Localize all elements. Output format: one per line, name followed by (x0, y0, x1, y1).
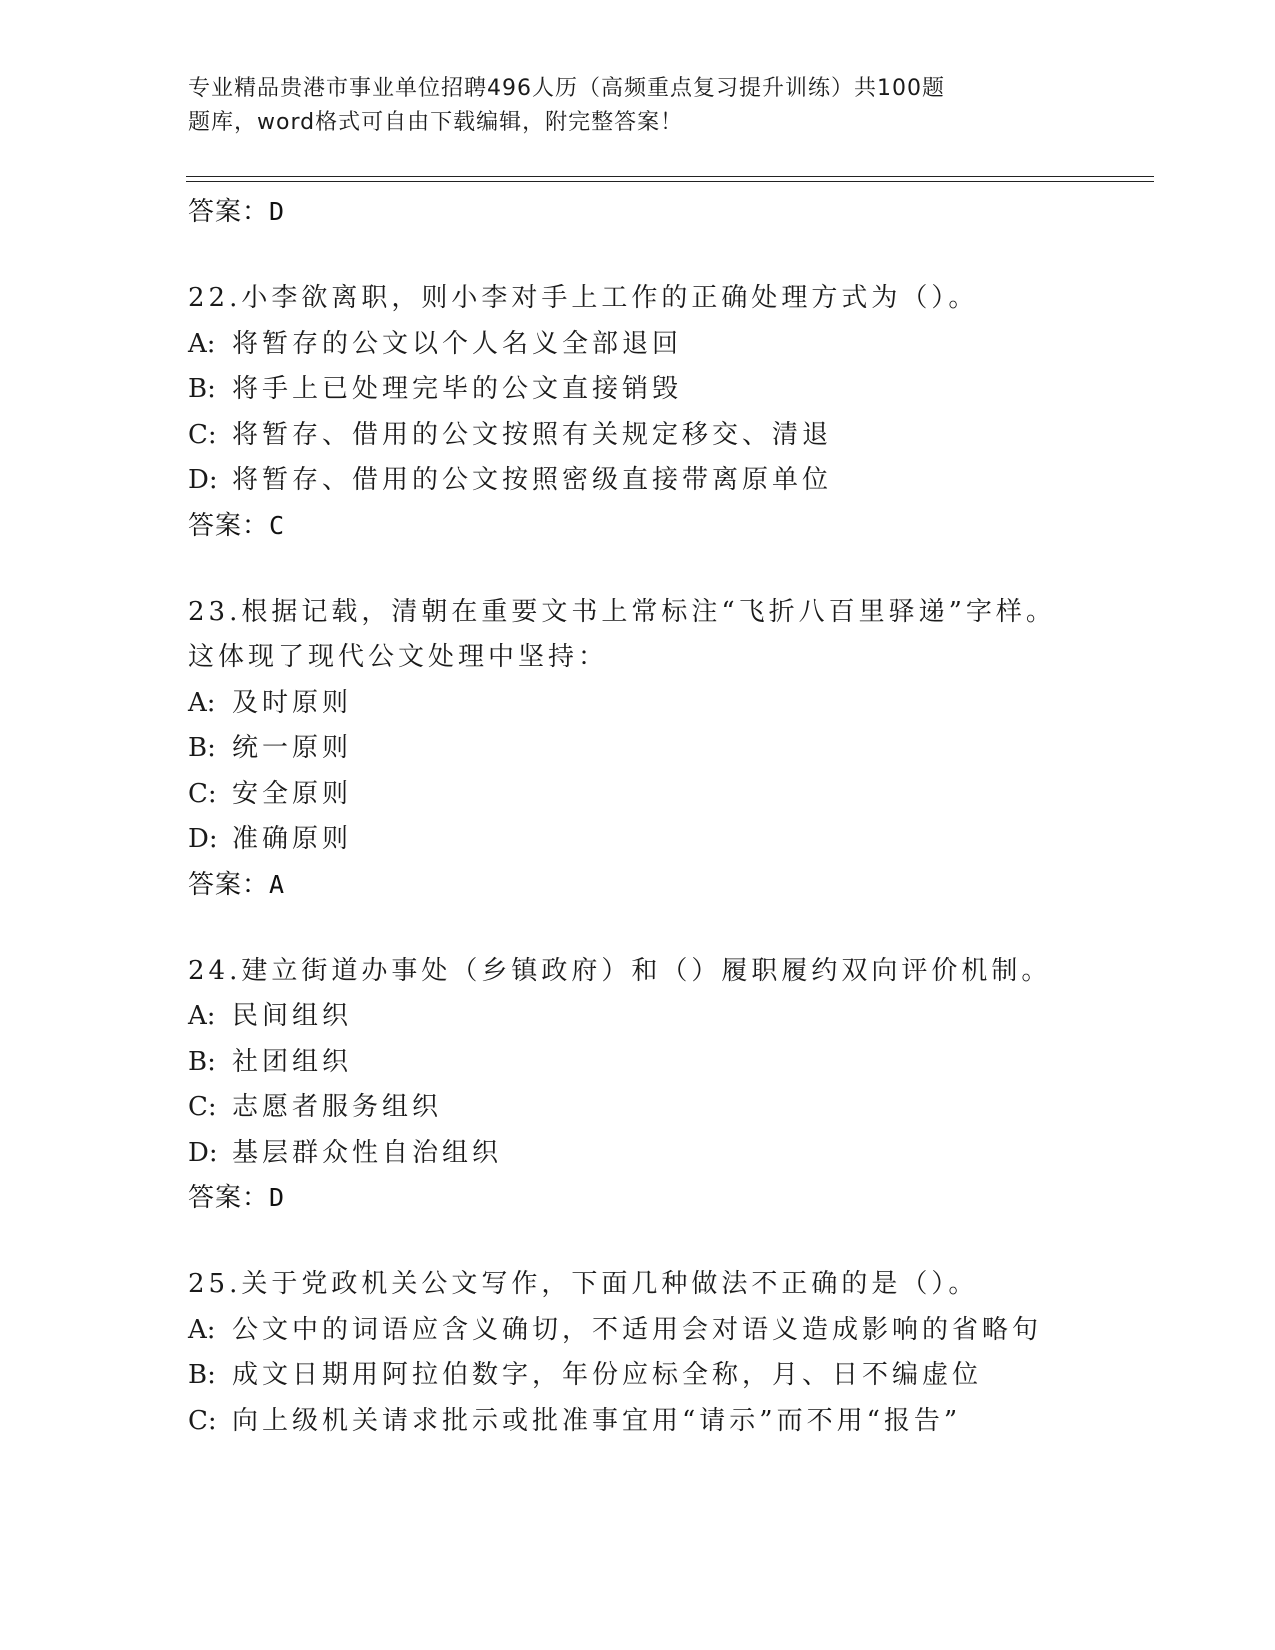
answer-line (188, 504, 1148, 548)
header-rule-top (186, 176, 1154, 177)
question-stem: 25.关于党政机关公文写作，下面几种做法不正确的是（）。 (188, 1269, 979, 1299)
answer-line (188, 190, 1148, 234)
question-list (188, 190, 1148, 1444)
option-a (188, 994, 1148, 1040)
option-key: A: (188, 1314, 216, 1345)
option-a (188, 322, 1148, 368)
question-stem: 23.根据记载，清朝在重要文书上常标注“飞折八百里驿递”字样。这体现了现代公文处理中坚持： (188, 596, 1056, 672)
option-text: 将暂存的公文以个人名义全部退回 (232, 328, 683, 359)
option-key: B: (188, 374, 216, 404)
header-rule-bottom (186, 181, 1154, 182)
option-text: 民间组织 (232, 1001, 353, 1031)
question-block (188, 1262, 1148, 1444)
option-b (188, 1040, 1148, 1086)
option-text: 安全原则 (232, 778, 353, 809)
option-key: B: (188, 1360, 216, 1390)
question-stem: 24.建立街道办事处（乡镇政府）和（）履职履约双向评价机制。 (188, 955, 1052, 986)
option-text: 志愿者服务组织 (232, 1092, 443, 1122)
question-stem: 22.小李欲离职，则小李对手上工作的正确处理方式为（）。 (188, 283, 979, 313)
option-key: C: (188, 419, 217, 450)
option-text: 成文日期用阿拉伯数字，年份应标全称，月、日不编虚位 (232, 1360, 983, 1390)
answer-line (188, 863, 1148, 907)
question-block (188, 949, 1148, 1221)
option-key: B: (188, 1046, 216, 1077)
option-key: D: (188, 824, 218, 854)
option-text: 将手上已处理完毕的公文直接销毁 (232, 374, 683, 404)
option-text: 向上级机关请求批示或批准事宜用“请示”而不用“报告” (232, 1405, 962, 1436)
option-key: C: (188, 778, 217, 809)
option-key: C: (188, 1405, 217, 1436)
document-header (188, 72, 1048, 140)
option-key: A: (188, 1001, 216, 1031)
option-c (188, 772, 1148, 818)
option-c (188, 1085, 1148, 1131)
option-text: 将暂存、借用的公文按照密级直接带离原单位 (232, 465, 833, 495)
option-d (188, 817, 1148, 863)
option-b (188, 726, 1148, 772)
option-text: 及时原则 (232, 687, 353, 718)
option-text: 社团组织 (232, 1046, 353, 1077)
answer-label: 答案： (188, 510, 270, 541)
option-text: 将暂存、借用的公文按照有关规定移交、清退 (232, 419, 833, 450)
option-key: A: (188, 687, 216, 718)
option-text: 基层群众性自治组织 (232, 1137, 503, 1168)
option-text: 统一原则 (232, 733, 353, 763)
question-block (188, 276, 1148, 548)
option-a (188, 681, 1148, 727)
option-key: D: (188, 1137, 218, 1168)
answer-value: D (269, 1183, 286, 1212)
option-d (188, 458, 1148, 504)
option-key: C: (188, 1092, 217, 1122)
option-text: 准确原则 (232, 824, 353, 854)
answer-value: A (269, 869, 286, 899)
option-a (188, 1308, 1148, 1354)
header-title-line-2: 题库，word格式可自由下载编辑，附完整答案！ (188, 110, 684, 135)
option-b (188, 1353, 1148, 1399)
header-title-line-1: 专业精品贵港市事业单位招聘496人历（高频重点复习提升训练）共100题 (188, 76, 945, 101)
option-c (188, 1399, 1148, 1445)
answer-label: 答案： (188, 1183, 270, 1213)
answer-line (188, 1176, 1148, 1220)
option-c (188, 413, 1148, 459)
answer-label: 答案： (188, 197, 270, 227)
option-key: B: (188, 733, 216, 763)
answer-value: C (269, 510, 286, 540)
option-text: 公文中的词语应含义确切，不适用会对语义造成影响的省略句 (232, 1314, 1043, 1345)
option-d (188, 1131, 1148, 1177)
answer-label: 答案： (188, 869, 270, 900)
option-key: A: (188, 328, 216, 359)
answer-value: D (269, 197, 286, 226)
option-b (188, 367, 1148, 413)
option-key: D: (188, 465, 218, 495)
question-block (188, 590, 1148, 907)
